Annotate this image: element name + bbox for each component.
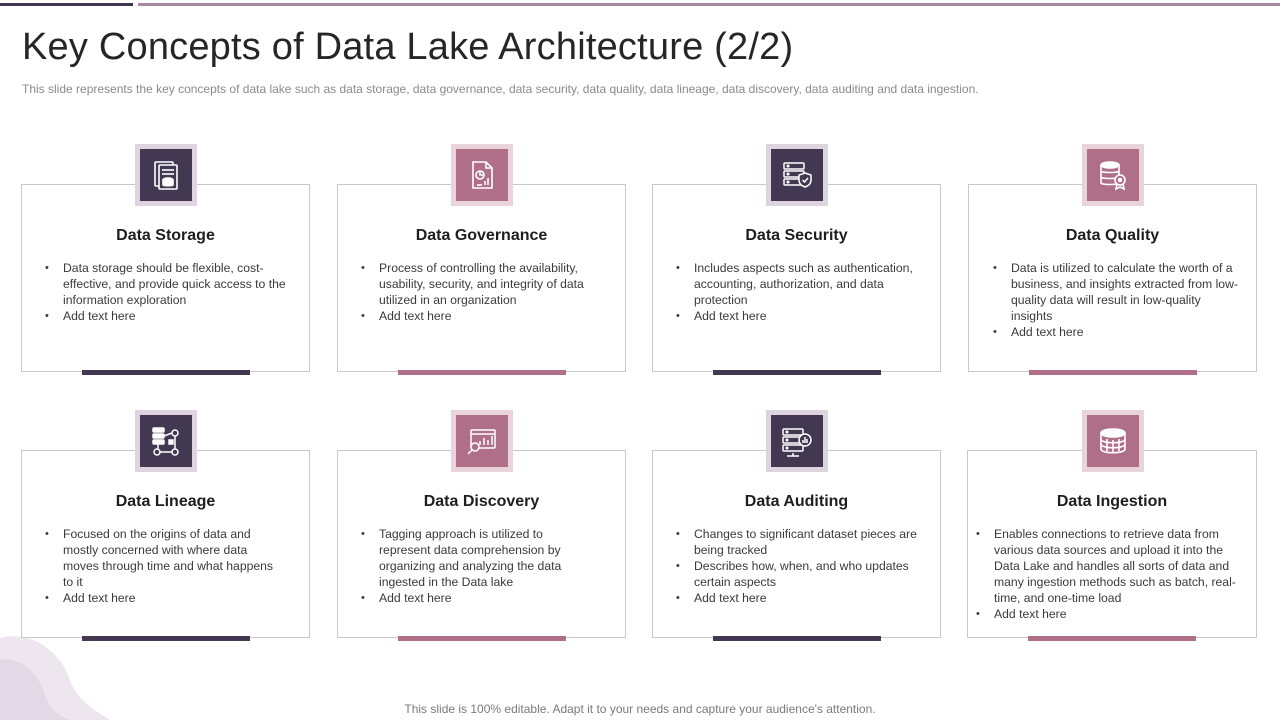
card-accent-bar [82, 636, 250, 641]
card-title: Data Storage [116, 227, 215, 244]
card-data-discovery [337, 450, 626, 638]
bullet-item: • Data is utilized to calculate the worth of a business, and insights extracted from low-quality data will result in low-quality insights [993, 260, 1243, 324]
database-stack-icon [1087, 415, 1139, 467]
server-chart-icon [771, 415, 823, 467]
database-server-icon [140, 149, 192, 201]
card-bullet-list [45, 526, 275, 606]
card-accent-bar [398, 636, 566, 641]
card-data-security [652, 184, 941, 372]
card-accent-bar [82, 370, 250, 375]
bullet-item: • Process of controlling the availability, usability, security, and integrity of data utilized in an organization [361, 260, 611, 308]
bullet-item: • Focused on the origins of data and mostly concerned with where data moves through time and what happens to it [45, 526, 275, 590]
card-title: Data Governance [415, 227, 548, 244]
bullet-item: • Data storage should be flexible, cost-effective, and provide quick access to the information exploration [45, 260, 295, 308]
card-bullet-list [676, 526, 926, 606]
bullet-item: • Add text here [45, 308, 295, 324]
bullet-item: • Add text here [676, 308, 926, 324]
bullet-item: • Tagging approach is utilized to represent data comprehension by organizing and analyzing the data ingested in the Data lake [361, 526, 591, 590]
card-bullet-list [676, 260, 926, 324]
card-data-ingestion [967, 450, 1257, 638]
icon-frame [135, 144, 197, 206]
top-accent-bar-dark [0, 3, 133, 6]
bullet-item: • Add text here [361, 590, 591, 606]
bullet-item: • Add text here [976, 606, 1252, 622]
card-title: Data Discovery [423, 493, 540, 510]
bullet-item: • Includes aspects such as authentication, accounting, authorization, and data protection [676, 260, 926, 308]
card-bullet-list [976, 526, 1252, 622]
icon-frame [766, 144, 828, 206]
chart-magnifier-icon [456, 415, 508, 467]
bullet-item: • Add text here [676, 590, 926, 606]
card-title: Data Lineage [115, 493, 216, 510]
icon-frame [1082, 410, 1144, 472]
bullet-item: • Add text here [45, 590, 275, 606]
card-bullet-list [361, 260, 611, 324]
bullet-item: • Enables connections to retrieve data from various data sources and upload it into the Data Lake and handles all sorts of data and many ingestion methods such as batch, real-time, and one-time load [976, 526, 1252, 606]
flow-network-icon [140, 415, 192, 467]
icon-frame [1082, 144, 1144, 206]
footer-note: This slide is 100% editable. Adapt it to your needs and capture your audience's attention. [404, 702, 876, 716]
card-accent-bar [713, 636, 881, 641]
bullet-item: • Changes to significant dataset pieces are being tracked [676, 526, 926, 558]
card-data-governance [337, 184, 626, 372]
bullet-item: • Describes how, when, and who updates certain aspects [676, 558, 926, 590]
card-accent-bar [1029, 370, 1197, 375]
top-accent-bar-light [138, 3, 1280, 6]
card-accent-bar [713, 370, 881, 375]
card-accent-bar [398, 370, 566, 375]
card-data-auditing [652, 450, 941, 638]
card-data-quality [968, 184, 1257, 372]
database-badge-icon [1087, 149, 1139, 201]
card-title: Data Security [745, 227, 848, 244]
card-title: Data Auditing [744, 493, 849, 510]
page-subtitle: This slide represents the key concepts of data lake such as data storage, data governance, data security, data quality, data lineage, data discovery, data auditing and data ingestion. [22, 82, 979, 96]
card-data-lineage [21, 450, 310, 638]
icon-frame [135, 410, 197, 472]
card-data-storage [21, 184, 310, 372]
icon-frame [451, 410, 513, 472]
card-bullet-list [361, 526, 591, 606]
document-chart-icon [456, 149, 508, 201]
icon-frame [451, 144, 513, 206]
card-title: Data Quality [1065, 227, 1160, 244]
server-shield-icon [771, 149, 823, 201]
card-accent-bar [1028, 636, 1196, 641]
card-title: Data Ingestion [1056, 493, 1168, 510]
bullet-item: • Add text here [993, 324, 1243, 340]
card-bullet-list [45, 260, 295, 324]
page-title: Key Concepts of Data Lake Architecture (2/2) [22, 26, 794, 68]
icon-frame [766, 410, 828, 472]
bullet-item: • Add text here [361, 308, 611, 324]
card-bullet-list [993, 260, 1243, 340]
